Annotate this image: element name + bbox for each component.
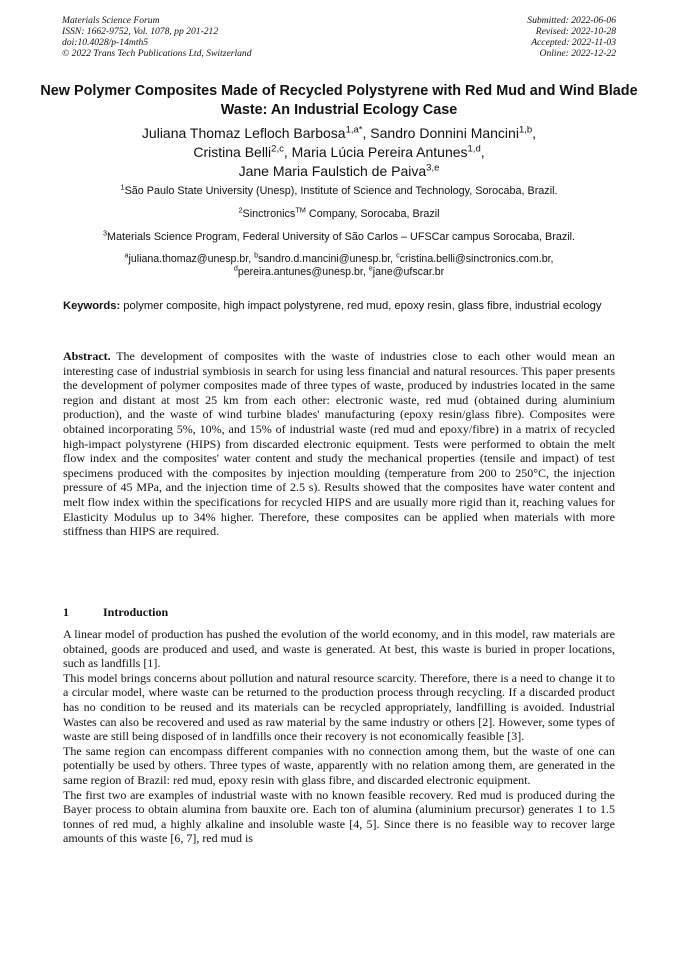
- email-address[interactable]: jane@ufscar.br: [372, 266, 445, 278]
- email-address[interactable]: juliana.thomaz@unesp.br,: [128, 253, 255, 265]
- date-submitted: Submitted: 2022-06-06: [527, 15, 616, 26]
- email-mark: a: [124, 250, 129, 260]
- email-address[interactable]: pereira.antunes@unesp.br,: [237, 266, 369, 278]
- email-address[interactable]: sandro.d.mancini@unesp.br,: [258, 253, 397, 265]
- section-heading: [63, 605, 168, 620]
- paper-title: New Polymer Composites Made of Recycled Polystyrene with Red Mud and Wind Blade Waste: An Industrial Ecology Case: [40, 83, 638, 118]
- journal-copyright: © 2022 Trans Tech Publications Ltd, Switzerland: [62, 47, 252, 59]
- email-mark: c: [396, 250, 400, 260]
- journal-issn: ISSN: 1662-9752, Vol. 1078, pp 201-212: [62, 25, 219, 37]
- journal-doi: doi:10.4028/p-14mth5: [62, 36, 149, 48]
- author-affiliation-mark: 1,d: [467, 143, 481, 155]
- section-number: 1: [63, 605, 69, 619]
- author-name: Jane Maria Faulstich de Paiva: [238, 163, 427, 179]
- affiliation-number: 2: [238, 205, 243, 215]
- date-revised: Revised: 2022-10-28: [535, 25, 616, 37]
- date-online: Online: 2022-12-22: [539, 47, 616, 59]
- email-mark: d: [233, 263, 238, 273]
- abstract-label: Abstract.: [63, 349, 111, 363]
- keywords-text: polymer composite, high impact polystyrene, red mud, epoxy resin, glass fibre, industrial ecology: [120, 300, 602, 312]
- date-accepted: Accepted: 2022-11-03: [531, 36, 616, 48]
- author-name: Maria Lúcia Pereira Antunes: [291, 144, 468, 160]
- affiliation-3: [40, 228, 638, 244]
- email-line-2: [40, 263, 638, 279]
- author-affiliation-mark: 2,c: [271, 143, 284, 155]
- author-name: Sandro Donnini Mancini: [370, 125, 519, 141]
- email-line-1: [40, 250, 638, 266]
- journal-header: [62, 16, 252, 60]
- paragraph: This model brings concerns about pollution and natural resource scarcity. Therefore, there is a need to change it to a circular model, where waste can be returned to the production process through recycling. If a discarded product has no condition to be reused and its materials can be recycled appropriately, landfilling is avoided. Industrial Wastes can also be recovered and used as raw material by the same industry or others [2]. However, some types of waste are still being disposed of in landfills once their recovery is not economically feasible [3].: [63, 670, 615, 744]
- affiliation-text: São Paulo State University (Unesp), Institute of Science and Technology, Sorocaba, Brazil.: [124, 185, 558, 197]
- abstract: [63, 349, 615, 539]
- author-name: Cristina Belli: [193, 144, 272, 160]
- email-address[interactable]: cristina.belli@sinctronics.com.br,: [399, 253, 554, 265]
- paragraph: The first two are examples of industrial waste with no known feasible recovery. Red mud is produced during the Bayer process to obtain alumina from bauxite ore. Each ton of alumina (aluminium precursor) generates 1 to 1.5 tonnes of red mud, a highly alkaline and insoluble waste [4, 5]. Since there is no feasible way to recover large amounts of this waste [6, 7], red mud is: [63, 787, 615, 846]
- author-affiliation-mark: 1,a*: [345, 124, 363, 136]
- author-line-1: Juliana Thomaz Lefloch Barbosa$^{1,a*}$, Sandro Donnini Mancini$^{1,b}$,: [141, 124, 537, 141]
- author-emails: [40, 250, 638, 279]
- journal-name: Materials Science Forum: [62, 15, 160, 26]
- affiliation-2: [40, 205, 638, 221]
- affiliation-text: Company, Sorocaba, Brazil: [305, 208, 440, 220]
- author-line-2: Cristina Belli$^{2,c}$, Maria Lúcia Pereira Antunes$^{1,d}$,: [193, 143, 485, 160]
- affiliation-text: Materials Science Program, Federal University of São Carlos – UFSCar campus Sorocaba, Brazil.: [107, 231, 576, 243]
- affiliation-1: [40, 182, 638, 198]
- author-line-3: [40, 162, 638, 181]
- abstract-text: The development of composites with the waste of industries close to each other would mean an interesting case of industrial symbiosis in search for using less financial and natural resources. This paper presents the development of polymer composites made of three types of waste, produced by industries located in the same region and distant at most 25 km from each other: electronic waste, red mud (obtained during aluminium production), and the waste of wind turbine blades' manufacturing (epoxy resin/glass fibre). Composites were obtained incorporating 5%, 10%, and 15% of industrial waste (red mud and epoxy/fibre) in a matrix of recycled high-impact polystyrene (HIPS) from discarded electronic equipment. Tests were performed to obtain the melt flow index and the composites' water content and study the mechanical properties (tensile and impact) of test specimens produced with the composites by injection moulding (temperature from 200 to 250°C, the injection pressure of 45 MPa, and the injection time of 2.5 s). Results showed that the composites have water content and melt flow index within the specifications for recycled HIPS and are usually more rigid than it, reaching values for Elasticity Modulus up to 34% higher. Therefore, these composites can be applied when materials with more stiffness than HIPS are required.: [63, 349, 615, 539]
- email-mark: e: [368, 263, 373, 273]
- trademark-mark: TM: [295, 205, 306, 215]
- introduction-body: [63, 627, 615, 846]
- keywords-label: Keywords:: [63, 300, 121, 312]
- affiliation-text: Sinctronics: [242, 208, 296, 220]
- keywords: [63, 299, 615, 313]
- author-affiliation-mark: 3,e: [426, 162, 440, 174]
- author-name: Juliana Thomaz Lefloch Barbosa: [141, 125, 346, 141]
- paragraph: The same region can encompass different companies with no connection among them, but the waste of one can potentially be used by others. Three types of waste, apparently with no relation among them, are generated in the same region of Brazil: red mud, epoxy resin with glass fibre, and discarded electronic equipment.: [63, 743, 615, 787]
- author-affiliation-mark: 1,b: [518, 124, 533, 136]
- submission-dates: [527, 16, 616, 60]
- affiliation-number: 3: [102, 228, 108, 238]
- section-title: Introduction: [103, 605, 169, 619]
- author-list: [40, 124, 638, 181]
- affiliation-number: 1: [120, 182, 125, 192]
- paragraph: A linear model of production has pushed the evolution of the world economy, and in this model, raw materials are obtained, goods are produced and used, and waste is generated. At best, this waste is buried in proper locations, such as landfills [1].: [63, 627, 615, 671]
- email-mark: b: [254, 250, 259, 260]
